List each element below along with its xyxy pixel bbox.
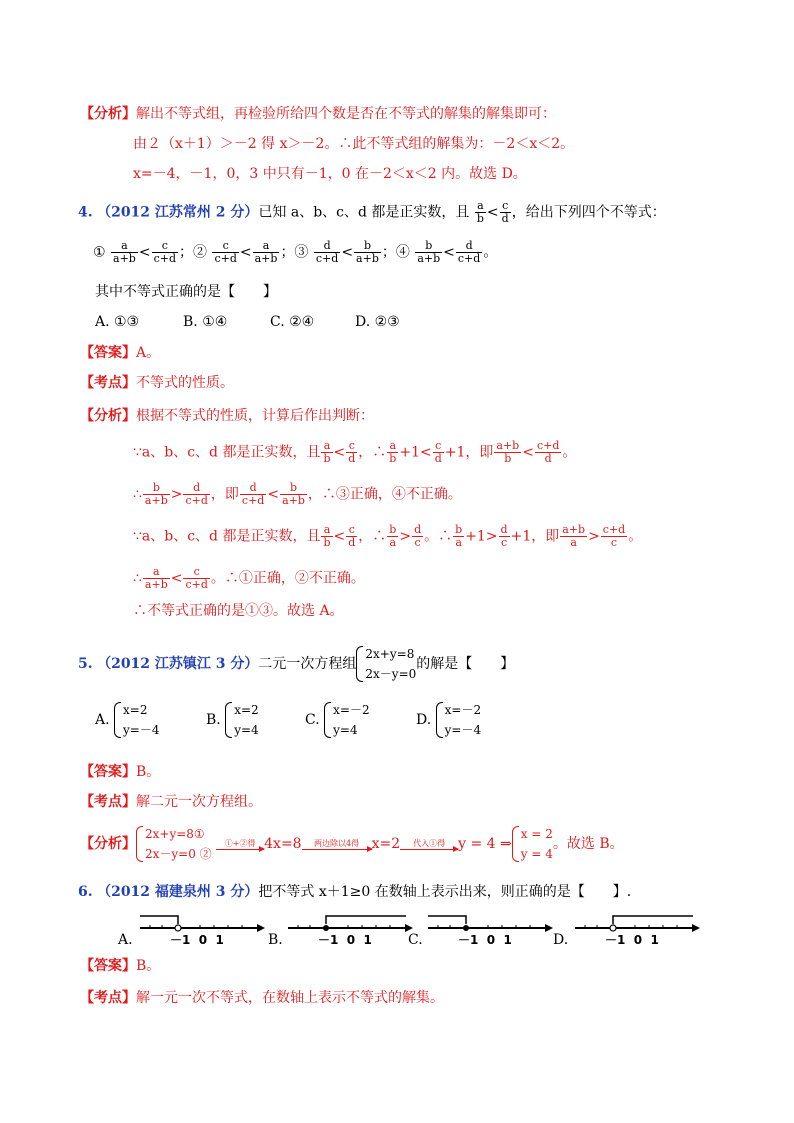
q6-option-b-label: B.: [268, 932, 283, 948]
q4-analysis-conclusion: ∴不等式正确的是①③。故选 A。: [133, 603, 344, 619]
equation-system: 2x+y=8① 2x－y=0 ②: [136, 824, 212, 864]
q4-analysis-step1: ∵a、b、c、d 都是正实数，且 $\frac{a}{b}$ < $\frac{c}{d}$ ，∴ $\frac{a}{b}$ +1< $\frac{c}{d}$ +1，即 $\frac{a+b}{b}$ < $\frac{c+d}{d}$ 。: [133, 439, 577, 465]
fraction: $\frac{a}{b}$: [476, 199, 484, 225]
question-source: （2012 江苏常州 2 分）: [97, 204, 259, 221]
fraction: $\frac{a}{a+b}$: [113, 239, 136, 265]
q5-option-a: A. x=2 y=－4: [95, 700, 160, 740]
q4-analysis: 【分析】根据不等式的性质，计算后作出判断：: [80, 408, 374, 424]
analysis-line-1: [80, 104, 556, 124]
q4-analysis-step3: ∵a、b、c、d 都是正实数，且 $\frac{a}{b}$ < $\frac{c}{d}$ ，∴ $\frac{b}{a}$ > $\frac{d}{c}$ 。∴ $\frac{b}{a}$ +1> $\frac{d}{c}$ +1，即 $\frac{a+b}{a}$ > $\frac{c+d}{c}$ 。: [133, 523, 643, 549]
step-arrow: 两边除以4得: [302, 839, 372, 850]
q4-topic: 【考点】不等式的性质。: [80, 375, 234, 391]
q5-option-c: C. x=－2 y=4: [305, 700, 370, 740]
q5-stem: 5. （2012 江苏镇江 3 分）二元一次方程组 2x+y=8 2x－y=0 的解是【 】: [78, 644, 514, 684]
analysis-line-2: 由２（x＋1）＞－2 得 x＞－2。∴此不等式组的解集为：－2＜x＜2。: [133, 136, 575, 152]
analysis-text: 解出不等式组，再检验所给四个数是否在不等式的解集的解集即可：: [136, 106, 556, 122]
q6-option-a-label: A.: [118, 932, 133, 948]
q4-option-c: C. ②④: [270, 314, 315, 330]
fraction: $\frac{c}{c+d}$: [214, 239, 237, 265]
stem-text: ，给出下列四个不等式：: [511, 204, 666, 221]
fraction: $\frac{d}{c+d}$: [457, 239, 481, 265]
q6-answer: 【答案】B。: [80, 958, 161, 974]
step-arrow: 代入①得: [400, 839, 458, 850]
q5-answer: 【答案】B。: [80, 764, 161, 780]
analysis-line-3: x=－4，－1，0，3 中只有－1，0 在－2＜x＜2 内。故选 D。: [133, 166, 527, 182]
q5-option-b: B. x=2 y=4: [206, 700, 259, 740]
fraction: $\frac{a}{a+b}$: [254, 239, 278, 265]
q4-option-d: D. ②③: [355, 314, 400, 330]
q4-option-b: B. ①④: [183, 314, 228, 330]
fraction: $\frac{c}{c+d}$: [153, 239, 176, 265]
fraction: $\frac{b}{a+b}$: [356, 239, 379, 265]
tick-labels: －1 0 1: [318, 933, 372, 947]
tick-labels: －1 0 1: [170, 933, 224, 947]
q4-analysis-step2: ∴ $\frac{b}{a+b}$ > $\frac{d}{c+d}$ ，即 $\frac{d}{c+d}$ < $\frac{b}{a+b}$ ，∴③正确，④不正确。: [133, 481, 462, 507]
tick-labels: －1 0 1: [458, 933, 512, 947]
question-number: 4.: [78, 204, 93, 221]
q6-topic: 【考点】解一元一次不等式，在数轴上表示不等式的解集。: [80, 990, 444, 1006]
fraction: $\frac{b}{a+b}$: [417, 239, 441, 265]
equation-system: 2x+y=8 2x－y=0: [356, 644, 416, 684]
stem-text: 已知 a、b、c、d 都是正实数，且: [258, 204, 470, 221]
analysis-tag: 【分析】: [80, 106, 136, 122]
q4-question: 其中不等式正确的是【 】: [95, 284, 277, 300]
fraction: $\frac{d}{c+d}$: [315, 239, 339, 265]
q6-stem: 6. （2012 福建泉州 3 分）把不等式 x＋1≥0 在数轴上表示出来，则正确的是【 】.: [78, 884, 632, 900]
q4-analysis-step4: ∴ $\frac{a}{a+b}$ < $\frac{c}{c+d}$ 。∴①正确，②不正确。: [133, 565, 365, 591]
step-arrow: ①+②得: [216, 839, 264, 850]
q4-inequalities: ① $\frac{a}{a+b}$ < $\frac{c}{c+d}$ ；② $\frac{c}{c+d}$ < $\frac{a}{a+b}$ ；③ $\frac{d}{c+d}$ < $\frac{b}{a+b}$ ；④ $\frac{b}{a+b}$ < $\frac{d}{c+d}$ 。: [93, 239, 498, 265]
fraction: $\frac{c}{d}$: [501, 199, 509, 225]
q4-option-a: A. ①③: [95, 314, 140, 330]
q5-option-d: D. x=－2 y=－4: [416, 700, 481, 740]
q6-option-d-label: D.: [553, 932, 569, 948]
tick-labels: －1 0 1: [605, 933, 659, 947]
q5-topic: 【考点】解二元一次方程组。: [80, 794, 262, 810]
q6-option-c-label: C.: [408, 932, 423, 948]
q5-analysis: 【分析】 2x+y=8① 2x－y=0 ② ①+②得 4x=8 两边除以4得 x=2 代入①得 y = 4 ⇒ x = 2 y = 4 。故选 B。: [80, 822, 624, 866]
q4-answer: 【答案】A。: [80, 345, 161, 361]
q4-stem: 4. （2012 江苏常州 2 分）已知 a、b、c、d 都是正实数，且 $\frac{a}{b}$ < $\frac{c}{d}$ ，给出下列四个不等式：: [78, 199, 666, 225]
